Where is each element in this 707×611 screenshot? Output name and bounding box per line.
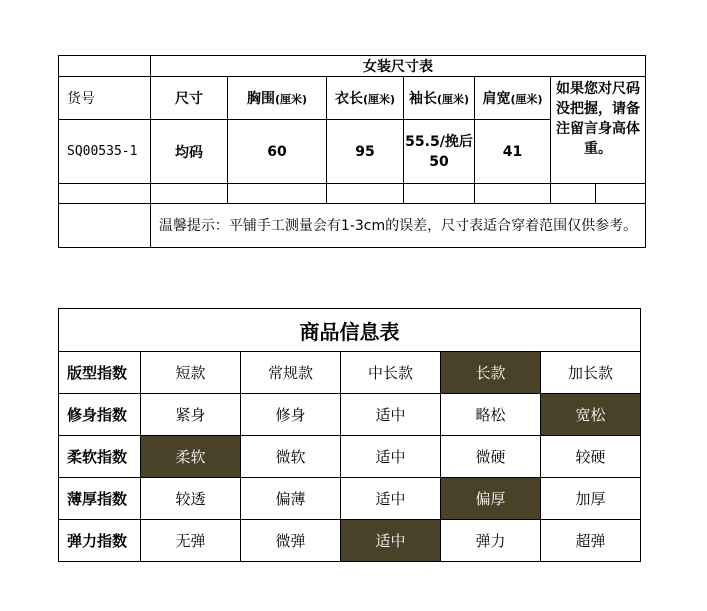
info-row-label: 版型指数 [59, 352, 141, 394]
info-option-selected: 长款 [441, 352, 541, 394]
header-item-no: 货号 [59, 77, 151, 120]
info-option: 加厚 [541, 478, 641, 520]
size-note: 温馨提示：平铺手工测量会有1-3cm的误差，尺寸表适合穿着范围仅供参考。 [151, 204, 646, 248]
info-option: 适中 [341, 394, 441, 436]
info-option: 无弹 [141, 520, 241, 562]
product-info-table [58, 308, 641, 562]
info-option: 超弹 [541, 520, 641, 562]
header-length: 衣长(厘米) [327, 77, 404, 120]
info-option: 微软 [241, 436, 341, 478]
size-advice: 如果您对尺码没把握，请备注留言身高体重。 [551, 77, 646, 184]
info-option: 略松 [441, 394, 541, 436]
info-option-selected: 偏厚 [441, 478, 541, 520]
size-chart-table [58, 55, 646, 248]
info-row [59, 478, 641, 520]
info-option: 较透 [141, 478, 241, 520]
info-option: 短款 [141, 352, 241, 394]
info-row-label: 弹力指数 [59, 520, 141, 562]
info-row [59, 394, 641, 436]
info-option: 中长款 [341, 352, 441, 394]
info-option: 较硬 [541, 436, 641, 478]
info-option: 适中 [341, 478, 441, 520]
info-option: 加长款 [541, 352, 641, 394]
header-shoulder: 肩宽(厘米) [475, 77, 551, 120]
info-row-label: 修身指数 [59, 394, 141, 436]
info-option: 常规款 [241, 352, 341, 394]
info-row-label: 柔软指数 [59, 436, 141, 478]
info-option: 偏薄 [241, 478, 341, 520]
info-option: 紧身 [141, 394, 241, 436]
info-row [59, 436, 641, 478]
info-option-selected: 柔软 [141, 436, 241, 478]
info-option: 弹力 [441, 520, 541, 562]
row-sleeve: 55.5/挽后50 [404, 120, 475, 184]
info-row [59, 520, 641, 562]
info-option: 修身 [241, 394, 341, 436]
info-option-selected: 宽松 [541, 394, 641, 436]
size-chart-title: 女装尺寸表 [151, 56, 646, 77]
info-option: 适中 [341, 436, 441, 478]
info-option-selected: 适中 [341, 520, 441, 562]
row-size: 均码 [151, 120, 228, 184]
info-row [59, 352, 641, 394]
header-bust: 胸围(厘米) [228, 77, 327, 120]
info-option: 微硬 [441, 436, 541, 478]
header-size: 尺寸 [151, 77, 228, 120]
info-option: 微弹 [241, 520, 341, 562]
row-item-no: SQ00535-1 [59, 120, 151, 184]
info-row-label: 薄厚指数 [59, 478, 141, 520]
row-length: 95 [327, 120, 404, 184]
row-bust: 60 [228, 120, 327, 184]
header-sleeve: 袖长(厘米) [404, 77, 475, 120]
product-info-title: 商品信息表 [59, 309, 641, 352]
row-shoulder: 41 [475, 120, 551, 184]
